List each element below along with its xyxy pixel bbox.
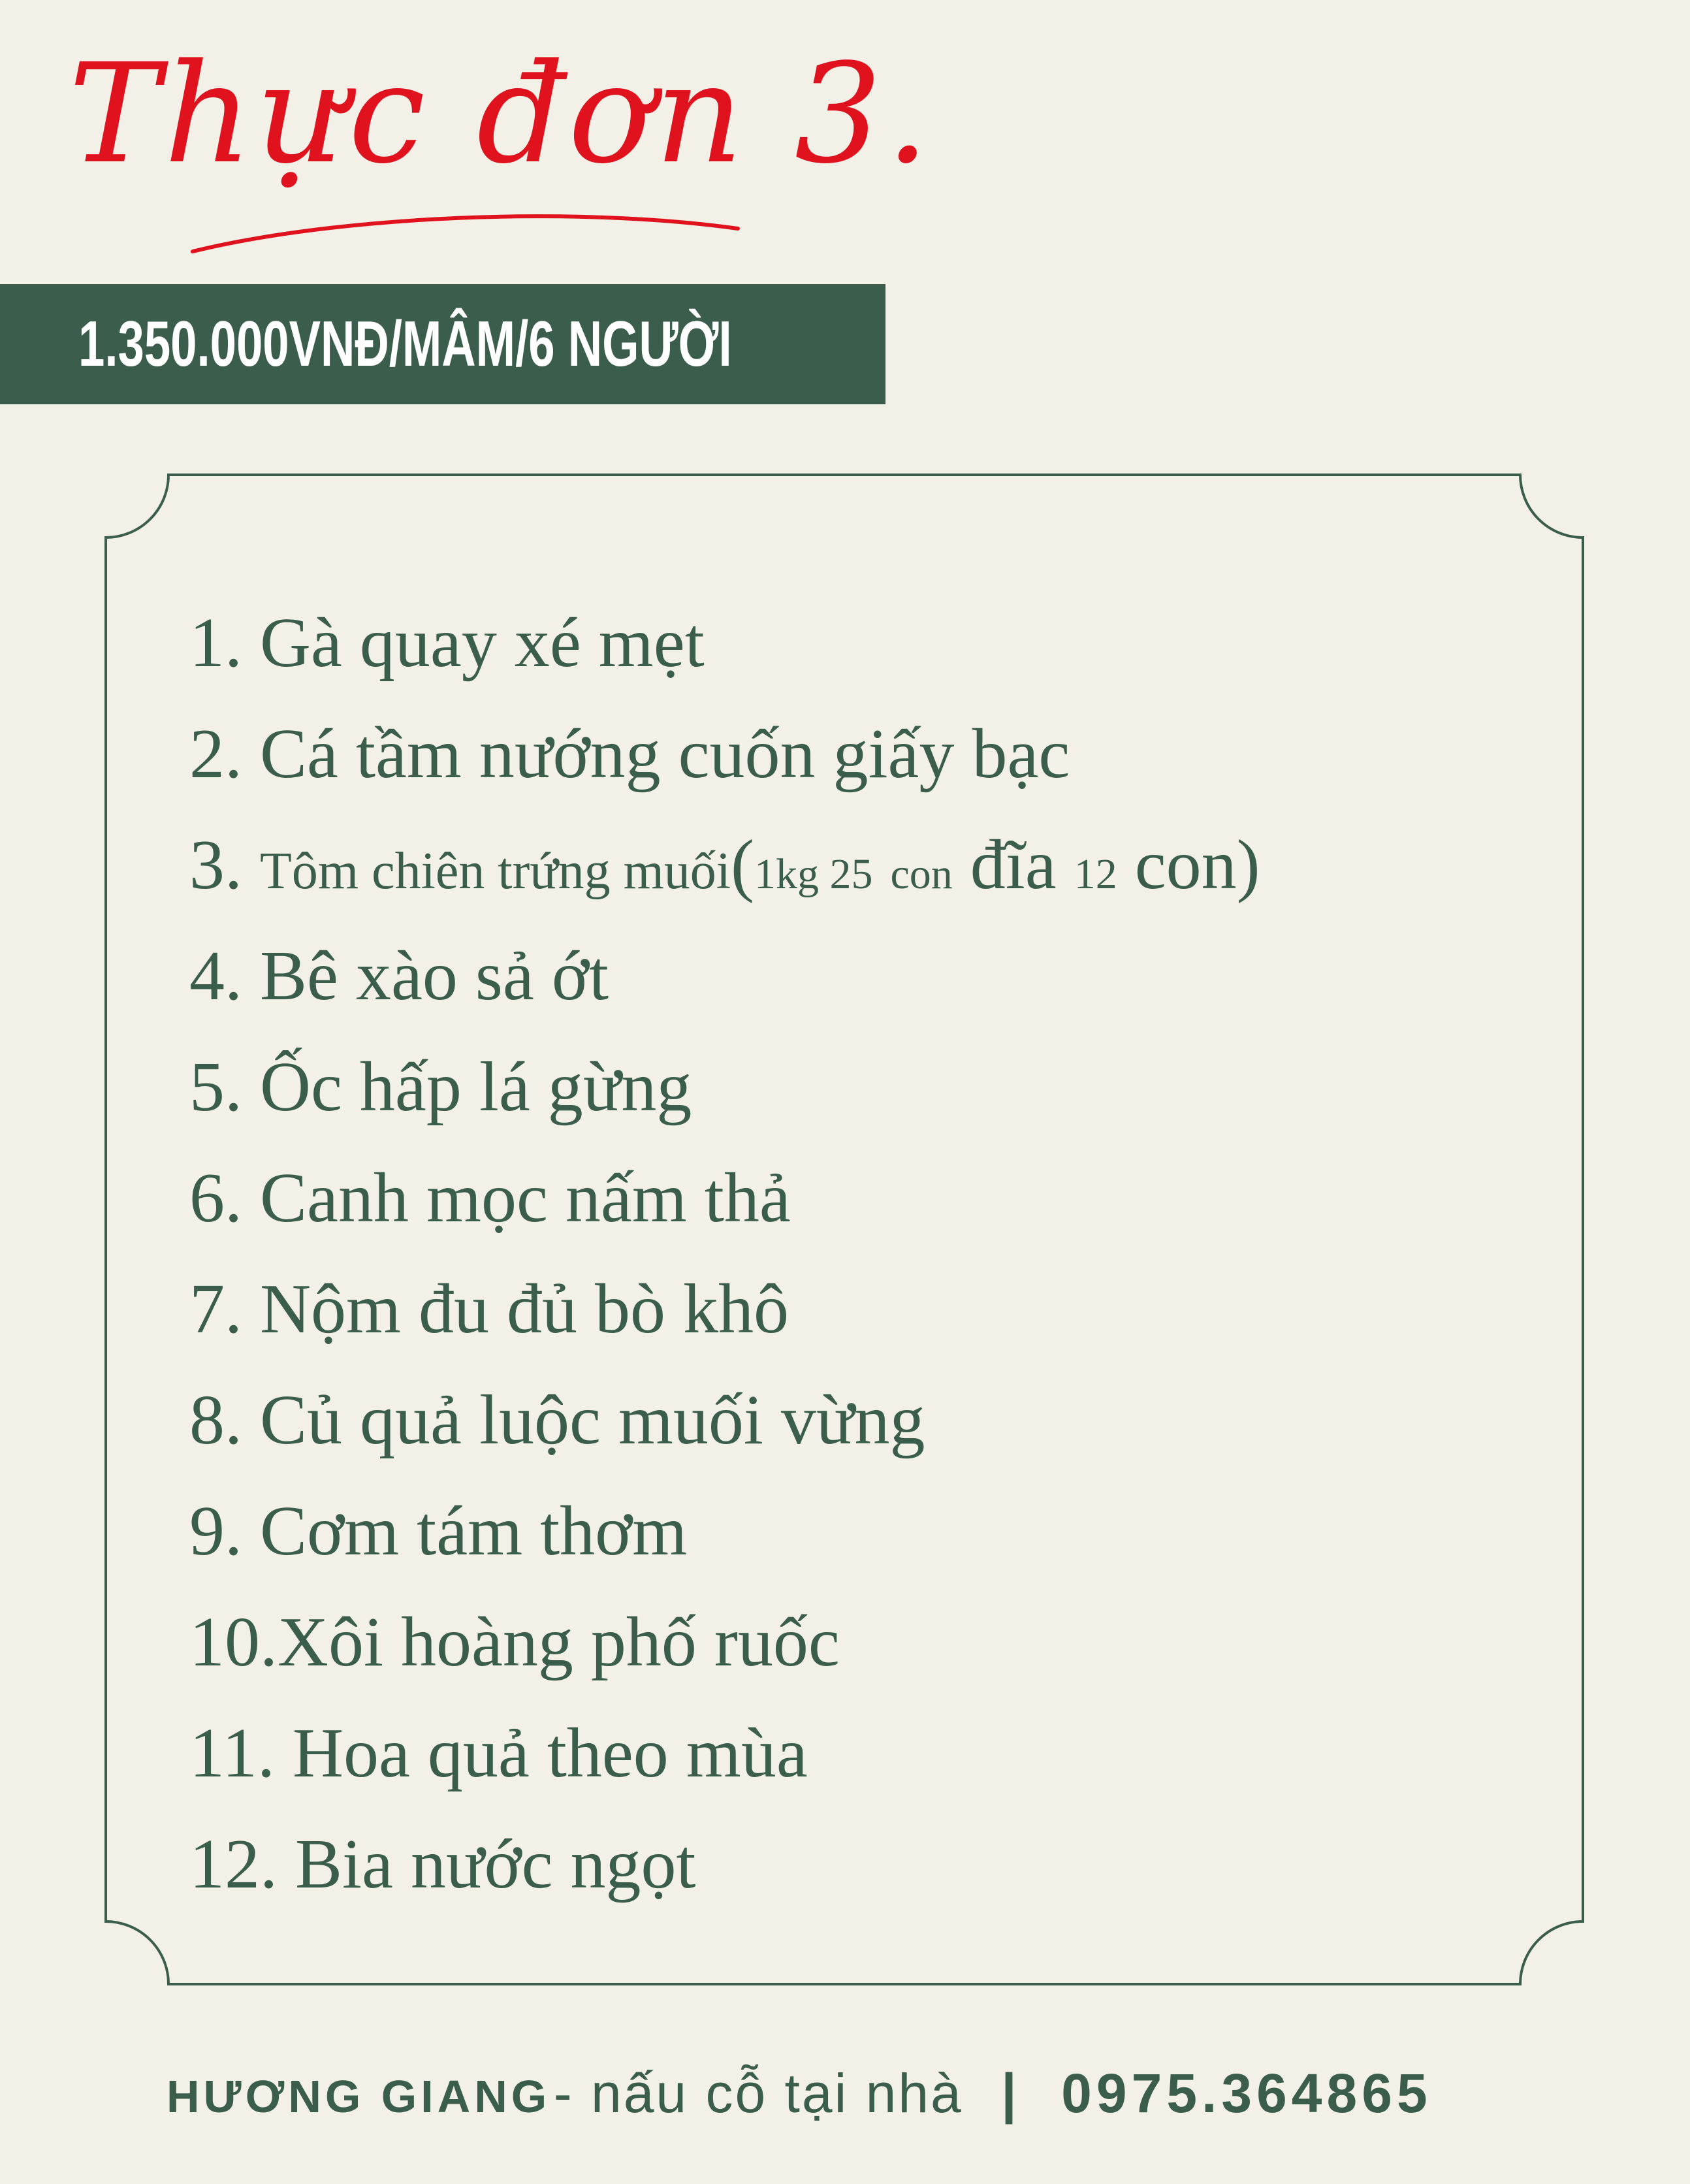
menu-item: [189, 588, 1260, 699]
menu-item-name: Củ quả luộc muối vừng: [260, 1381, 925, 1459]
menu-item: [189, 1809, 1260, 1920]
menu-item-number: 5.: [189, 1048, 242, 1126]
menu-item-number: 7.: [189, 1270, 242, 1348]
menu-item-name: Canh mọc nấm thả: [260, 1159, 791, 1237]
menu-item-quantity-per-dish: 12: [1074, 850, 1117, 898]
page-title: Thực đơn 3.: [69, 34, 934, 194]
menu-item: [189, 1254, 1260, 1365]
price-banner: [0, 284, 885, 404]
menu-item-number: 8.: [189, 1381, 242, 1459]
menu-item: [189, 1698, 1260, 1809]
menu-item-note-close: con): [1134, 826, 1260, 904]
menu-item-name: Ốc hấp lá gừng: [260, 1048, 692, 1126]
menu-item: [189, 1587, 1260, 1698]
menu-item-number: 6.: [189, 1159, 242, 1237]
menu-item-name: Gà quay xé mẹt: [260, 604, 705, 682]
footer: [167, 2057, 1432, 2129]
menu-item-name: Cá tầm nướng cuốn giấy bạc: [260, 715, 1070, 793]
menu-item: [189, 1032, 1260, 1143]
menu-item-number: 9.: [189, 1492, 242, 1570]
menu-item: [189, 1365, 1260, 1476]
menu-item-number: 4.: [189, 937, 242, 1015]
menu-item-name: Bê xào sả ớt: [260, 937, 609, 1015]
menu-item-dish-word: đĩa: [970, 826, 1057, 904]
menu-item-number: 3.: [189, 826, 242, 904]
menu-item-number: 10.: [189, 1603, 278, 1681]
brand-name: HƯƠNG GIANG: [167, 2071, 551, 2122]
menu-item-name: Bia nước ngọt: [295, 1825, 696, 1903]
menu-item: [189, 699, 1260, 810]
menu-item: [189, 921, 1260, 1032]
menu-item: [189, 1143, 1260, 1254]
menu-item-name: Tôm chiên trứng muối: [260, 843, 731, 900]
menu-item-unit: con: [890, 850, 953, 898]
menu-item-name: Xôi hoàng phố ruốc: [278, 1603, 840, 1681]
menu-item-quantity: 1kg 25: [754, 850, 873, 898]
tagline: - nấu cỗ tại nhà: [553, 2063, 963, 2124]
menu-item-number: 12.: [189, 1825, 278, 1903]
menu-item-number: 11.: [189, 1714, 275, 1792]
phone-number: 0975.364865: [1061, 2063, 1432, 2124]
menu-item-name: Cơm tám thơm: [260, 1492, 688, 1570]
menu-item-number: 2.: [189, 715, 242, 793]
menu-item-name: Nộm đu đủ bò khô: [260, 1270, 789, 1348]
menu-list: [189, 588, 1260, 1920]
menu-item: [189, 810, 1260, 921]
menu-item-note-open: (: [731, 826, 754, 904]
menu-item-name: Hoa quả theo mùa: [293, 1714, 808, 1792]
price-label: 1.350.000VNĐ/MÂM/6 NGƯỜI: [78, 308, 732, 379]
menu-item: [189, 1476, 1260, 1587]
footer-separator: |: [1001, 2063, 1017, 2124]
menu-item-number: 1.: [189, 604, 242, 682]
